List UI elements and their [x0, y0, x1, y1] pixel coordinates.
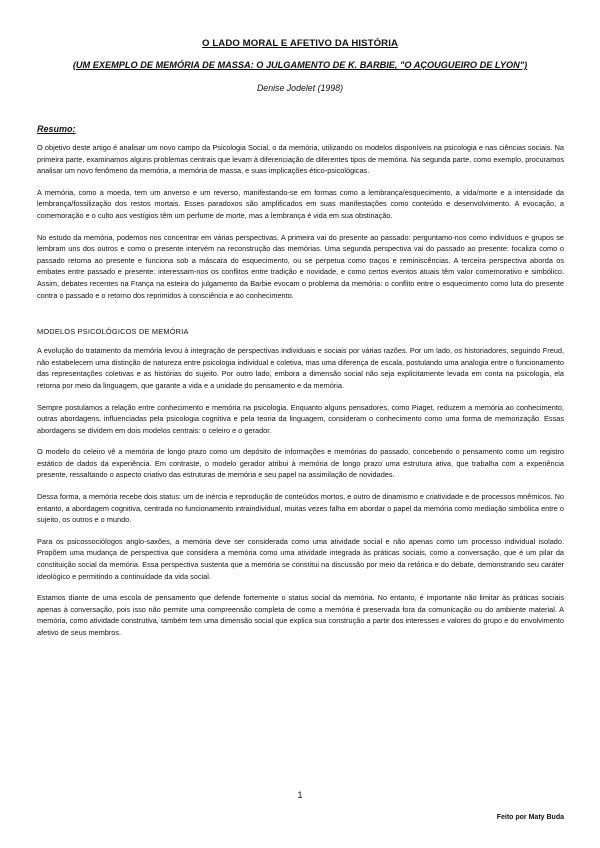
resumo-paragraph: No estudo da memória, podemos nos concentrar em várias perspectivas. A primeira vai do presente ao passado: perguntamo-nos como indivíduos e grupos se lembram uns dos outros e como o presente intervém na reconstrução das memórias. Uma segunda perspectiva vai do passado ao presente: focaliza como o passado retorna ao presente e funciona sob a máscara do esquecimento, ou se perpetua como traços e reminiscências. A terceira perspectiva aborda os embates entre passado e presente: interessam-nos os conflitos entre tradição e novidade, e como certos eventos atuais têm valor comemorativo e simbólico. Assim, debates recentes na França na esteira do julgamento da Barbie evocam o problema da memória: o conflito entre o esquecimento como luta do presente contra o passado e o retorno dos reprimidos à consciência e ao conhecimento.: [37, 232, 564, 300]
section-paragraph: Estamos diante de uma escola de pensamento que defende fortemente o status social da memória. No entanto, é importante não limitar às práticas sociais apenas à conversação, pois isso não permite uma compreensão completa de como a memória é preservada fora da comunicação ou do ambiente material. A memória, como atividade construtiva, também tem uma dimensão social que explica sua construção a partir dos interesses e valores do grupo e do envolvimento afetivo de seus membros.: [37, 593, 564, 637]
document-author: Denise Jodelet (1998): [256, 83, 344, 93]
footer-credit: Feito por Maty Buda: [496, 814, 564, 821]
document-subtitle: (UM EXEMPLO DE MEMÓRIA DE MASSA: O JULGAMENTO DE K. BARBIE, "O AÇOUGUEIRO DE LYON"): [72, 60, 528, 70]
section-paragraph: Dessa forma, a memória recebe dois status: um de inércia e reprodução de conteúdos mortos, e outro de dinamismo e criatividade e de processos mnêmicos. No entanto, a abordagem cognitiva, centrada no funcionamento intraindividual, muitas vezes falha em abordar o papel da memória como mediação simbólica entre o sujeito, os outros e o mundo.: [37, 492, 564, 525]
page-number: 1: [297, 790, 303, 800]
resumo-paragraph: O objetivo deste artigo é analisar um novo campo da Psicologia Social, o da memória, utilizando os modelos disponíveis na psicologia e nas ciências sociais. Na primeira parte, examinamos alguns problemas centrais que levam à diferenciação de diferentes tipos de memória. Na segunda parte, como exemplo, procuramos analisar um novo fenômeno da memória, a memória de massa, e suas implicações ético-psicológicas.: [37, 143, 564, 176]
document-title: O LADO MORAL E AFETIVO DA HISTÓRIA: [202, 38, 398, 49]
section-paragraph: A evolução do tratamento da memória levou à integração de perspectivas individuais e sociais por várias razões. Por um lado, os historiadores, seguindo Freud, não estabelecem uma distinção de natureza entre psicologia individual e coletiva, mas uma diferença de escala, postulando uma analogia entre o funcionamento das representações coletivas e as histórias do sujeito. Por outro lado, embora a dimensão social não seja explicitamente levada em conta na psicologia, ela retorna por meio da linguagem, que garante a vida e a unidade do pensamento e da memória.: [37, 346, 564, 390]
document-body: [37, 124, 564, 649]
section-paragraph: O modelo do celeiro vê a memória de longo prazo como um depósito de informações e memórias do passado, concebendo o pensamento como um registro estático de dados da experiência. Em contraste, o modelo gerador atribui à memória de longo prazo uma estrutura ativa, que trabalha com a experiência presente, ressaltando o aspecto criativo das estruturas de memória e seu papel na assimilação de novidades.: [37, 447, 564, 480]
resumo-paragraph: A memória, como a moeda, tem um anverso e um reverso, manifestando-se em formas como a lembrança/esquecimento, a vida/morte e a intensidade da lembrança/fossilização dos restos mortais. Esses paradoxos são amplificados em suas manifestações como conteúdo e desenvolvimento. A evocação, a comemoração e o culto aos vestígios têm um perfume de morte, mas a lembrança é vida em sua obstinação.: [37, 187, 564, 220]
section-heading: MODELOS PSICOLÓGICOS DE MEMÓRIA: [37, 327, 189, 337]
section-paragraph: Sempre postulamos a relação entre conhecimento e memória na psicologia. Enquanto alguns pensadores, como Piaget, reduzem a memória ao conhecimento, outras abordagens, influenciadas pela psicologia cognitiva e pela teoria da linguagem, consideram o conhecimento como uma forma de memorização. Essas abordagens se dividem em dois modelos centrais: o celeiro e o gerador.: [37, 402, 564, 435]
resumo-label: Resumo:: [37, 124, 76, 134]
section-paragraph: Para os psicossociólogos anglo-saxões, a memória deve ser considerada como uma atividade social e não apenas como um processo individual isolado. Propõem uma mudança de perspectiva que considera a memória como uma atividade integrada às práticas sociais, como a conversação, que é um pilar da constituição social da memória. Essa perspectiva sustenta que a memória se constitui na discussão por meio da retórica e do debate, demonstrando seu caráter ideológico e permitindo a continuidade da vida social.: [37, 536, 564, 581]
